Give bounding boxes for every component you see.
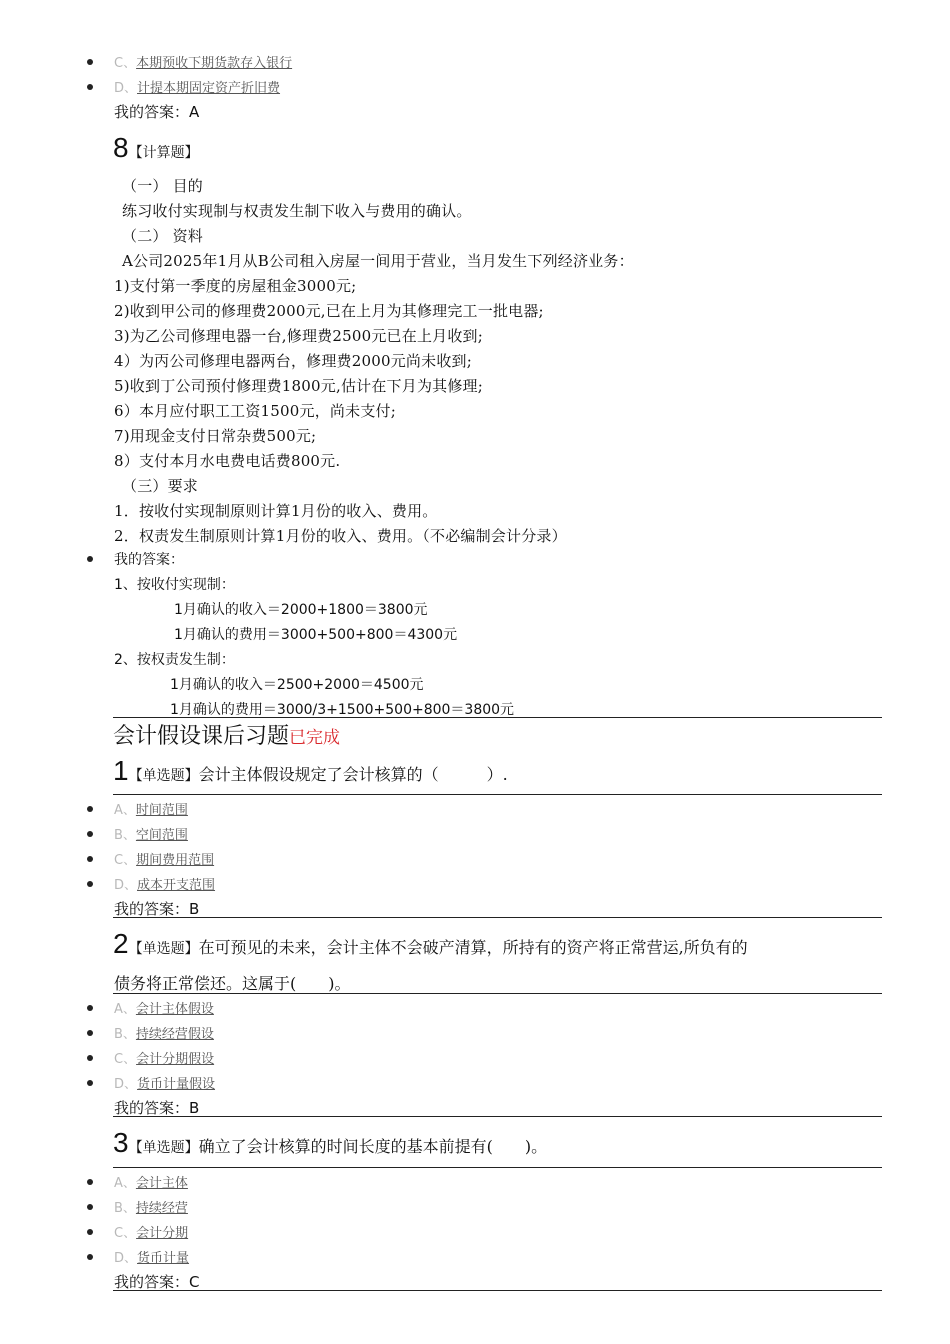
list-bullet [87, 1179, 93, 1185]
q8-line: （二） 资料 [122, 227, 203, 245]
option-letter: D、 [114, 1077, 138, 1092]
option-c[interactable] [114, 1222, 188, 1241]
question-type: 【单选题】 [128, 768, 199, 784]
question-type: 【计算题】 [128, 145, 199, 161]
option-text[interactable]: 计提本期固定资产折旧费 [137, 81, 281, 96]
option-text[interactable]: 期间费用范围 [136, 853, 215, 868]
list-bullet [87, 1080, 93, 1086]
option-letter: A、 [114, 1176, 136, 1191]
question-text: 会计主体假设规定了会计核算的（ ）. [198, 765, 508, 784]
section-header [113, 719, 340, 750]
option-c[interactable] [114, 1048, 214, 1067]
list-bullet [87, 831, 93, 837]
list-bullet [87, 881, 93, 887]
q8-line: （一） 目的 [122, 177, 203, 195]
option-text[interactable]: 会计主体假设 [135, 1002, 214, 1017]
option-d[interactable] [114, 1247, 189, 1266]
list-bullet [87, 856, 93, 862]
option-text[interactable]: 会计分期假设 [136, 1052, 215, 1067]
divider [113, 993, 882, 994]
list-bullet [87, 84, 93, 90]
option-b[interactable] [114, 1023, 214, 1042]
q8-line: 1)支付第一季度的房屋租金3000元; [114, 277, 357, 295]
list-bullet [87, 1204, 93, 1210]
option-letter: C、 [114, 56, 137, 71]
option-letter: B、 [114, 828, 136, 843]
answer-line: 1、按收付实现制： [114, 577, 235, 593]
option-b[interactable] [114, 1197, 188, 1216]
divider [113, 1116, 882, 1117]
question-header [113, 1127, 547, 1159]
completed-badge: 已完成 [289, 728, 341, 748]
q8-line: 6）本月应付职工工资1500元，尚未支付; [114, 402, 396, 420]
my-answer: 我的答案：C [114, 1273, 200, 1291]
q8-line: 练习收付实现制与权责发生制下收入与费用的确认。 [122, 202, 472, 220]
option-c[interactable] [114, 52, 292, 71]
option-c[interactable] [114, 849, 214, 868]
answer-label: 我的答案： [114, 552, 184, 568]
question-header [113, 928, 748, 960]
q8-line: 1．按收付实现制原则计算1月份的收入、费用。 [114, 502, 438, 520]
answer-line: 1月确认的费用＝3000/3+1500+500+800＝3800元 [170, 702, 515, 718]
option-a[interactable] [114, 998, 214, 1017]
question-text-continued: 债务将正常偿还。这属于( )。 [114, 974, 351, 993]
question-number: 3 [113, 1127, 129, 1158]
answer-line: 1月确认的收入＝2000+1800＝3800元 [174, 602, 428, 618]
option-letter: D、 [114, 1251, 138, 1266]
q8-line: 7)用现金支付日常杂费500元; [114, 427, 317, 445]
divider [113, 717, 882, 718]
option-text[interactable]: 货币计量假设 [137, 1077, 216, 1092]
answer-line: 2、按权责发生制： [114, 652, 235, 668]
q8-line: 8）支付本月水电费电话费800元. [114, 452, 341, 470]
q8-line: 3)为乙公司修理电器一台,修理费2500元已在上月收到; [114, 327, 483, 345]
option-letter: A、 [114, 803, 136, 818]
option-letter: D、 [114, 878, 138, 893]
my-answer: 我的答案：A [114, 103, 200, 121]
my-answer: 我的答案：B [114, 900, 200, 918]
option-d[interactable] [114, 874, 215, 893]
option-letter: C、 [114, 1226, 137, 1241]
my-answer: 我的答案：B [114, 1099, 200, 1117]
option-text[interactable]: 本期预收下期货款存入银行 [136, 56, 293, 71]
list-bullet [87, 59, 93, 65]
question-number: 1 [113, 755, 129, 786]
answer-line: 1月确认的收入＝2500+2000＝4500元 [170, 677, 424, 693]
option-letter: A、 [114, 1002, 136, 1017]
divider [113, 794, 882, 795]
list-bullet [87, 556, 93, 562]
question-text: 在可预见的未来，会计主体不会破产清算，所持有的资产将正常营运,所负有的 [198, 938, 748, 957]
option-d[interactable] [114, 1073, 215, 1092]
q8-line: 2．权责发生制原则计算1月份的收入、费用。（不必编制会计分录） [114, 527, 567, 545]
divider [113, 917, 882, 918]
q8-line: 5)收到丁公司预付修理费1800元,估计在下月为其修理; [114, 377, 483, 395]
option-letter: C、 [114, 1052, 137, 1067]
option-text[interactable]: 会计主体 [135, 1176, 188, 1191]
list-bullet [87, 1254, 93, 1260]
divider [113, 1167, 882, 1168]
section-title: 会计假设课后习题 [113, 724, 290, 749]
option-letter: B、 [114, 1201, 136, 1216]
option-d[interactable] [114, 77, 280, 96]
q8-line: 4）为丙公司修理电器两台，修理费2000元尚未收到; [114, 352, 472, 370]
question-type: 【单选题】 [128, 941, 199, 957]
question-header [113, 132, 199, 164]
option-text[interactable]: 时间范围 [135, 803, 188, 818]
q8-line: A公司2025年1月从B公司租入房屋一间用于营业，当月发生下列经济业务： [122, 252, 634, 270]
option-letter: D、 [114, 81, 138, 96]
option-letter: B、 [114, 1027, 136, 1042]
option-text[interactable]: 持续经营假设 [135, 1027, 214, 1042]
option-text[interactable]: 空间范围 [135, 828, 188, 843]
list-bullet [87, 1229, 93, 1235]
question-number: 8 [113, 132, 129, 163]
q8-line: （三）要求 [122, 477, 199, 495]
option-b[interactable] [114, 824, 188, 843]
option-a[interactable] [114, 799, 188, 818]
list-bullet [87, 1055, 93, 1061]
option-a[interactable] [114, 1172, 188, 1191]
option-text[interactable]: 货币计量 [137, 1251, 190, 1266]
question-number: 2 [113, 928, 129, 959]
question-text: 确立了会计核算的时间长度的基本前提有( )。 [198, 1137, 548, 1156]
option-text[interactable]: 持续经营 [135, 1201, 188, 1216]
list-bullet [87, 1005, 93, 1011]
list-bullet [87, 806, 93, 812]
question-header [113, 755, 508, 787]
answer-line: 1月确认的费用＝3000+500+800＝4300元 [174, 627, 458, 643]
list-bullet [87, 1030, 93, 1036]
option-letter: C、 [114, 853, 137, 868]
q8-line: 2)收到甲公司的修理费2000元,已在上月为其修理完工一批电器; [114, 302, 544, 320]
divider [113, 1290, 882, 1291]
option-text[interactable]: 会计分期 [136, 1226, 189, 1241]
option-text[interactable]: 成本开支范围 [137, 878, 216, 893]
question-type: 【单选题】 [128, 1140, 199, 1156]
